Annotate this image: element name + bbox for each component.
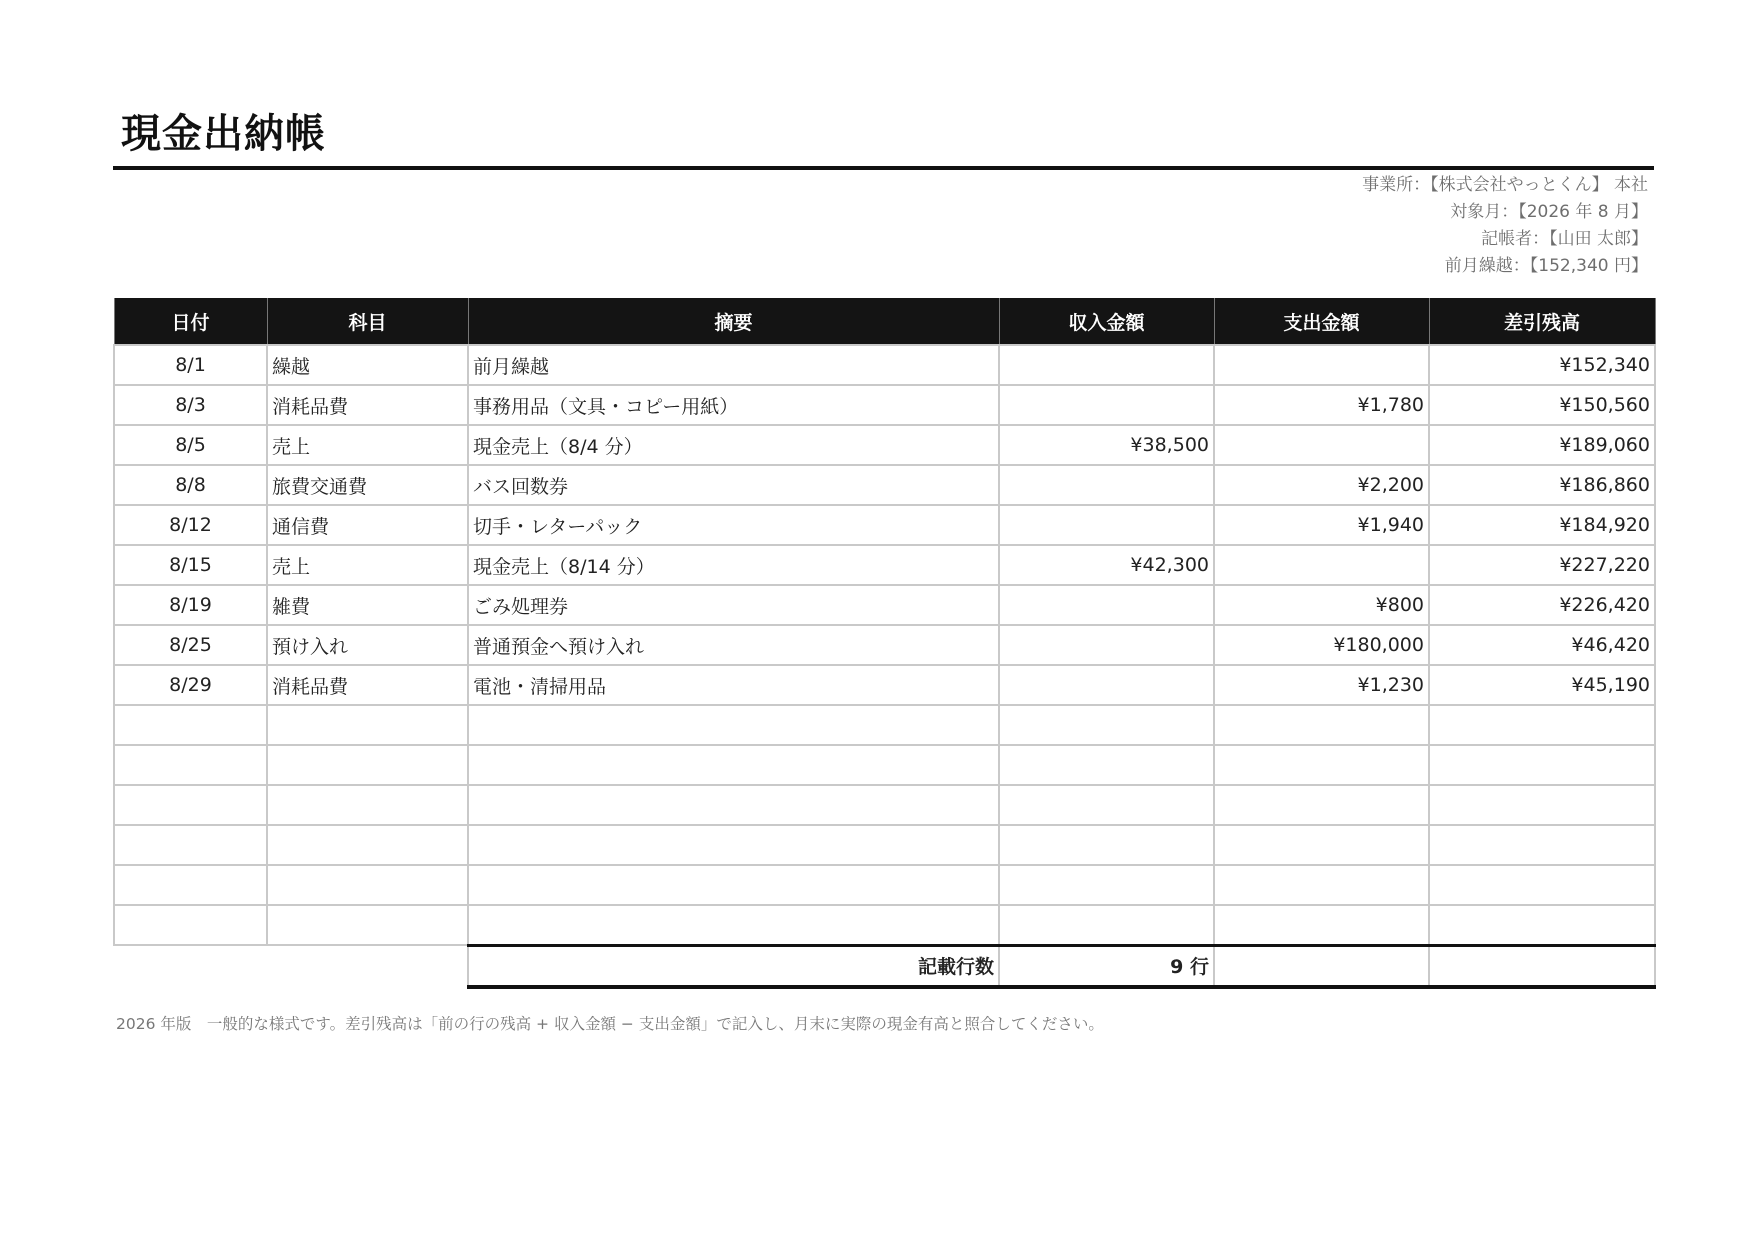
ledger-sheet: [113, 108, 1654, 979]
cell-balance[interactable]: ¥45,190: [1429, 665, 1655, 705]
cell-date[interactable]: 8/25: [114, 625, 267, 665]
column-header-expense: 支出金額: [1214, 298, 1429, 345]
cell-account[interactable]: [267, 865, 468, 905]
cell-date[interactable]: 8/8: [114, 465, 267, 505]
cell-description[interactable]: [468, 825, 999, 865]
cell-expense[interactable]: ¥1,780: [1214, 385, 1429, 425]
cell-description[interactable]: 電池・清掃用品: [468, 665, 999, 705]
cell-expense[interactable]: ¥180,000: [1214, 625, 1429, 665]
cell-description[interactable]: [468, 785, 999, 825]
cell-income[interactable]: [999, 825, 1214, 865]
cell-expense[interactable]: [1214, 905, 1429, 945]
row-count-value[interactable]: 9 行: [999, 945, 1214, 987]
column-header-date: 日付: [114, 298, 267, 345]
cell-account[interactable]: [267, 905, 468, 945]
cell-account[interactable]: 雑費: [267, 585, 468, 625]
cell-description[interactable]: 切手・レターパック: [468, 505, 999, 545]
cell-date[interactable]: [114, 785, 267, 825]
cell-description[interactable]: ごみ処理券: [468, 585, 999, 625]
page-title: 現金出納帳: [121, 111, 326, 157]
table-row: [114, 905, 1655, 945]
cell-balance[interactable]: [1429, 745, 1655, 785]
cash-ledger-table: [113, 298, 1656, 989]
column-header-description: 摘要: [468, 298, 999, 345]
cell-date[interactable]: 8/19: [114, 585, 267, 625]
cell-expense[interactable]: [1214, 345, 1429, 385]
summary-blank: [114, 945, 468, 987]
cell-date[interactable]: [114, 865, 267, 905]
cell-description[interactable]: 前月繰越: [468, 345, 999, 385]
table-row: [114, 505, 1655, 545]
cell-expense[interactable]: ¥800: [1214, 585, 1429, 625]
cell-account[interactable]: 繰越: [267, 345, 468, 385]
cell-description[interactable]: 普通預金へ預け入れ: [468, 625, 999, 665]
cell-income[interactable]: [999, 345, 1214, 385]
cell-date[interactable]: 8/3: [114, 385, 267, 425]
cell-description[interactable]: 現金売上（8/4 分）: [468, 425, 999, 465]
cell-account[interactable]: 預け入れ: [267, 625, 468, 665]
cell-expense[interactable]: [1214, 705, 1429, 745]
table-row: [114, 585, 1655, 625]
cell-description[interactable]: [468, 865, 999, 905]
cell-income[interactable]: [999, 785, 1214, 825]
cell-income[interactable]: ¥38,500: [999, 425, 1214, 465]
meta-bookkeeper: 記帳者：【山田 太郎】: [1481, 229, 1648, 249]
cell-account[interactable]: 通信費: [267, 505, 468, 545]
cell-description[interactable]: [468, 705, 999, 745]
cell-account[interactable]: [267, 705, 468, 745]
row-count-label[interactable]: 記載行数: [468, 945, 999, 987]
cell-income[interactable]: [999, 665, 1214, 705]
title-divider: [113, 166, 1654, 170]
table-row: [114, 705, 1655, 745]
cell-expense[interactable]: ¥1,230: [1214, 665, 1429, 705]
table-row: [114, 465, 1655, 505]
cell-balance[interactable]: ¥150,560: [1429, 385, 1655, 425]
cell-account[interactable]: 消耗品費: [267, 385, 468, 425]
table-row: [114, 545, 1655, 585]
cell-date[interactable]: [114, 825, 267, 865]
summary-row: [114, 945, 1655, 987]
cell-balance[interactable]: [1429, 785, 1655, 825]
cell-income[interactable]: [999, 865, 1214, 905]
cell-income[interactable]: [999, 585, 1214, 625]
cell-account[interactable]: 旅費交通費: [267, 465, 468, 505]
column-header-account: 科目: [267, 298, 468, 345]
cell-account[interactable]: [267, 825, 468, 865]
table-header-row: [114, 298, 1655, 345]
cell-balance[interactable]: ¥227,220: [1429, 545, 1655, 585]
cell-balance[interactable]: ¥186,860: [1429, 465, 1655, 505]
column-header-balance: 差引残高: [1429, 298, 1655, 345]
cell-income[interactable]: [999, 505, 1214, 545]
cell-expense[interactable]: ¥2,200: [1214, 465, 1429, 505]
meta-office: 事業所：【株式会社やっとくん】 本社: [1362, 175, 1648, 195]
cell-expense[interactable]: [1214, 745, 1429, 785]
cell-description[interactable]: [468, 905, 999, 945]
cell-expense[interactable]: [1214, 785, 1429, 825]
column-header-income: 収入金額: [999, 298, 1214, 345]
cell-account[interactable]: [267, 745, 468, 785]
cell-date[interactable]: 8/1: [114, 345, 267, 385]
cell-balance[interactable]: [1429, 905, 1655, 945]
cell-date[interactable]: 8/12: [114, 505, 267, 545]
cell-account[interactable]: 売上: [267, 425, 468, 465]
ledger-body: [114, 345, 1655, 987]
cell-income[interactable]: [999, 625, 1214, 665]
cell-income[interactable]: [999, 745, 1214, 785]
summary-expense-cell[interactable]: [1214, 945, 1429, 987]
cell-balance[interactable]: ¥152,340: [1429, 345, 1655, 385]
cell-description[interactable]: [468, 745, 999, 785]
table-row: [114, 785, 1655, 825]
document-meta: [113, 172, 1654, 280]
cell-expense[interactable]: [1214, 425, 1429, 465]
cell-date[interactable]: 8/15: [114, 545, 267, 585]
cell-income[interactable]: [999, 465, 1214, 505]
cell-expense[interactable]: [1214, 825, 1429, 865]
meta-carryover: 前月繰越：【152,340 円】: [1444, 256, 1648, 276]
table-row: [114, 745, 1655, 785]
meta-target-month: 対象月：【2026 年 8 月】: [1450, 202, 1648, 222]
cell-balance[interactable]: [1429, 865, 1655, 905]
table-row: [114, 345, 1655, 385]
cell-date[interactable]: [114, 705, 267, 745]
table-row: [114, 865, 1655, 905]
cell-description[interactable]: 事務用品（文具・コピー用紙）: [468, 385, 999, 425]
cell-description[interactable]: 現金売上（8/14 分）: [468, 545, 999, 585]
cell-account[interactable]: 消耗品費: [267, 665, 468, 705]
cell-expense[interactable]: ¥1,940: [1214, 505, 1429, 545]
cell-date[interactable]: [114, 905, 267, 945]
cell-account[interactable]: [267, 785, 468, 825]
table-row: [114, 385, 1655, 425]
cell-expense[interactable]: [1214, 545, 1429, 585]
cell-date[interactable]: 8/29: [114, 665, 267, 705]
cell-date[interactable]: 8/5: [114, 425, 267, 465]
cell-income[interactable]: [999, 385, 1214, 425]
table-row: [114, 425, 1655, 465]
cell-income[interactable]: [999, 905, 1214, 945]
cell-income[interactable]: [999, 705, 1214, 745]
cell-expense[interactable]: [1214, 865, 1429, 905]
cell-balance[interactable]: ¥226,420: [1429, 585, 1655, 625]
table-row: [114, 625, 1655, 665]
footnote: 2026 年版 一般的な様式です。差引残高は「前の行の残高 + 収入金額 − 支出金額」で記入し、月末に実際の現金有高と照合してください。: [116, 1015, 1104, 1033]
cell-balance[interactable]: [1429, 825, 1655, 865]
cell-income[interactable]: ¥42,300: [999, 545, 1214, 585]
cell-balance[interactable]: [1429, 705, 1655, 745]
cell-balance[interactable]: ¥184,920: [1429, 505, 1655, 545]
cell-balance[interactable]: ¥46,420: [1429, 625, 1655, 665]
cell-description[interactable]: バス回数券: [468, 465, 999, 505]
table-row: [114, 665, 1655, 705]
table-row: [114, 825, 1655, 865]
cell-date[interactable]: [114, 745, 267, 785]
cell-account[interactable]: 売上: [267, 545, 468, 585]
summary-balance-cell[interactable]: [1429, 945, 1655, 987]
cell-balance[interactable]: ¥189,060: [1429, 425, 1655, 465]
